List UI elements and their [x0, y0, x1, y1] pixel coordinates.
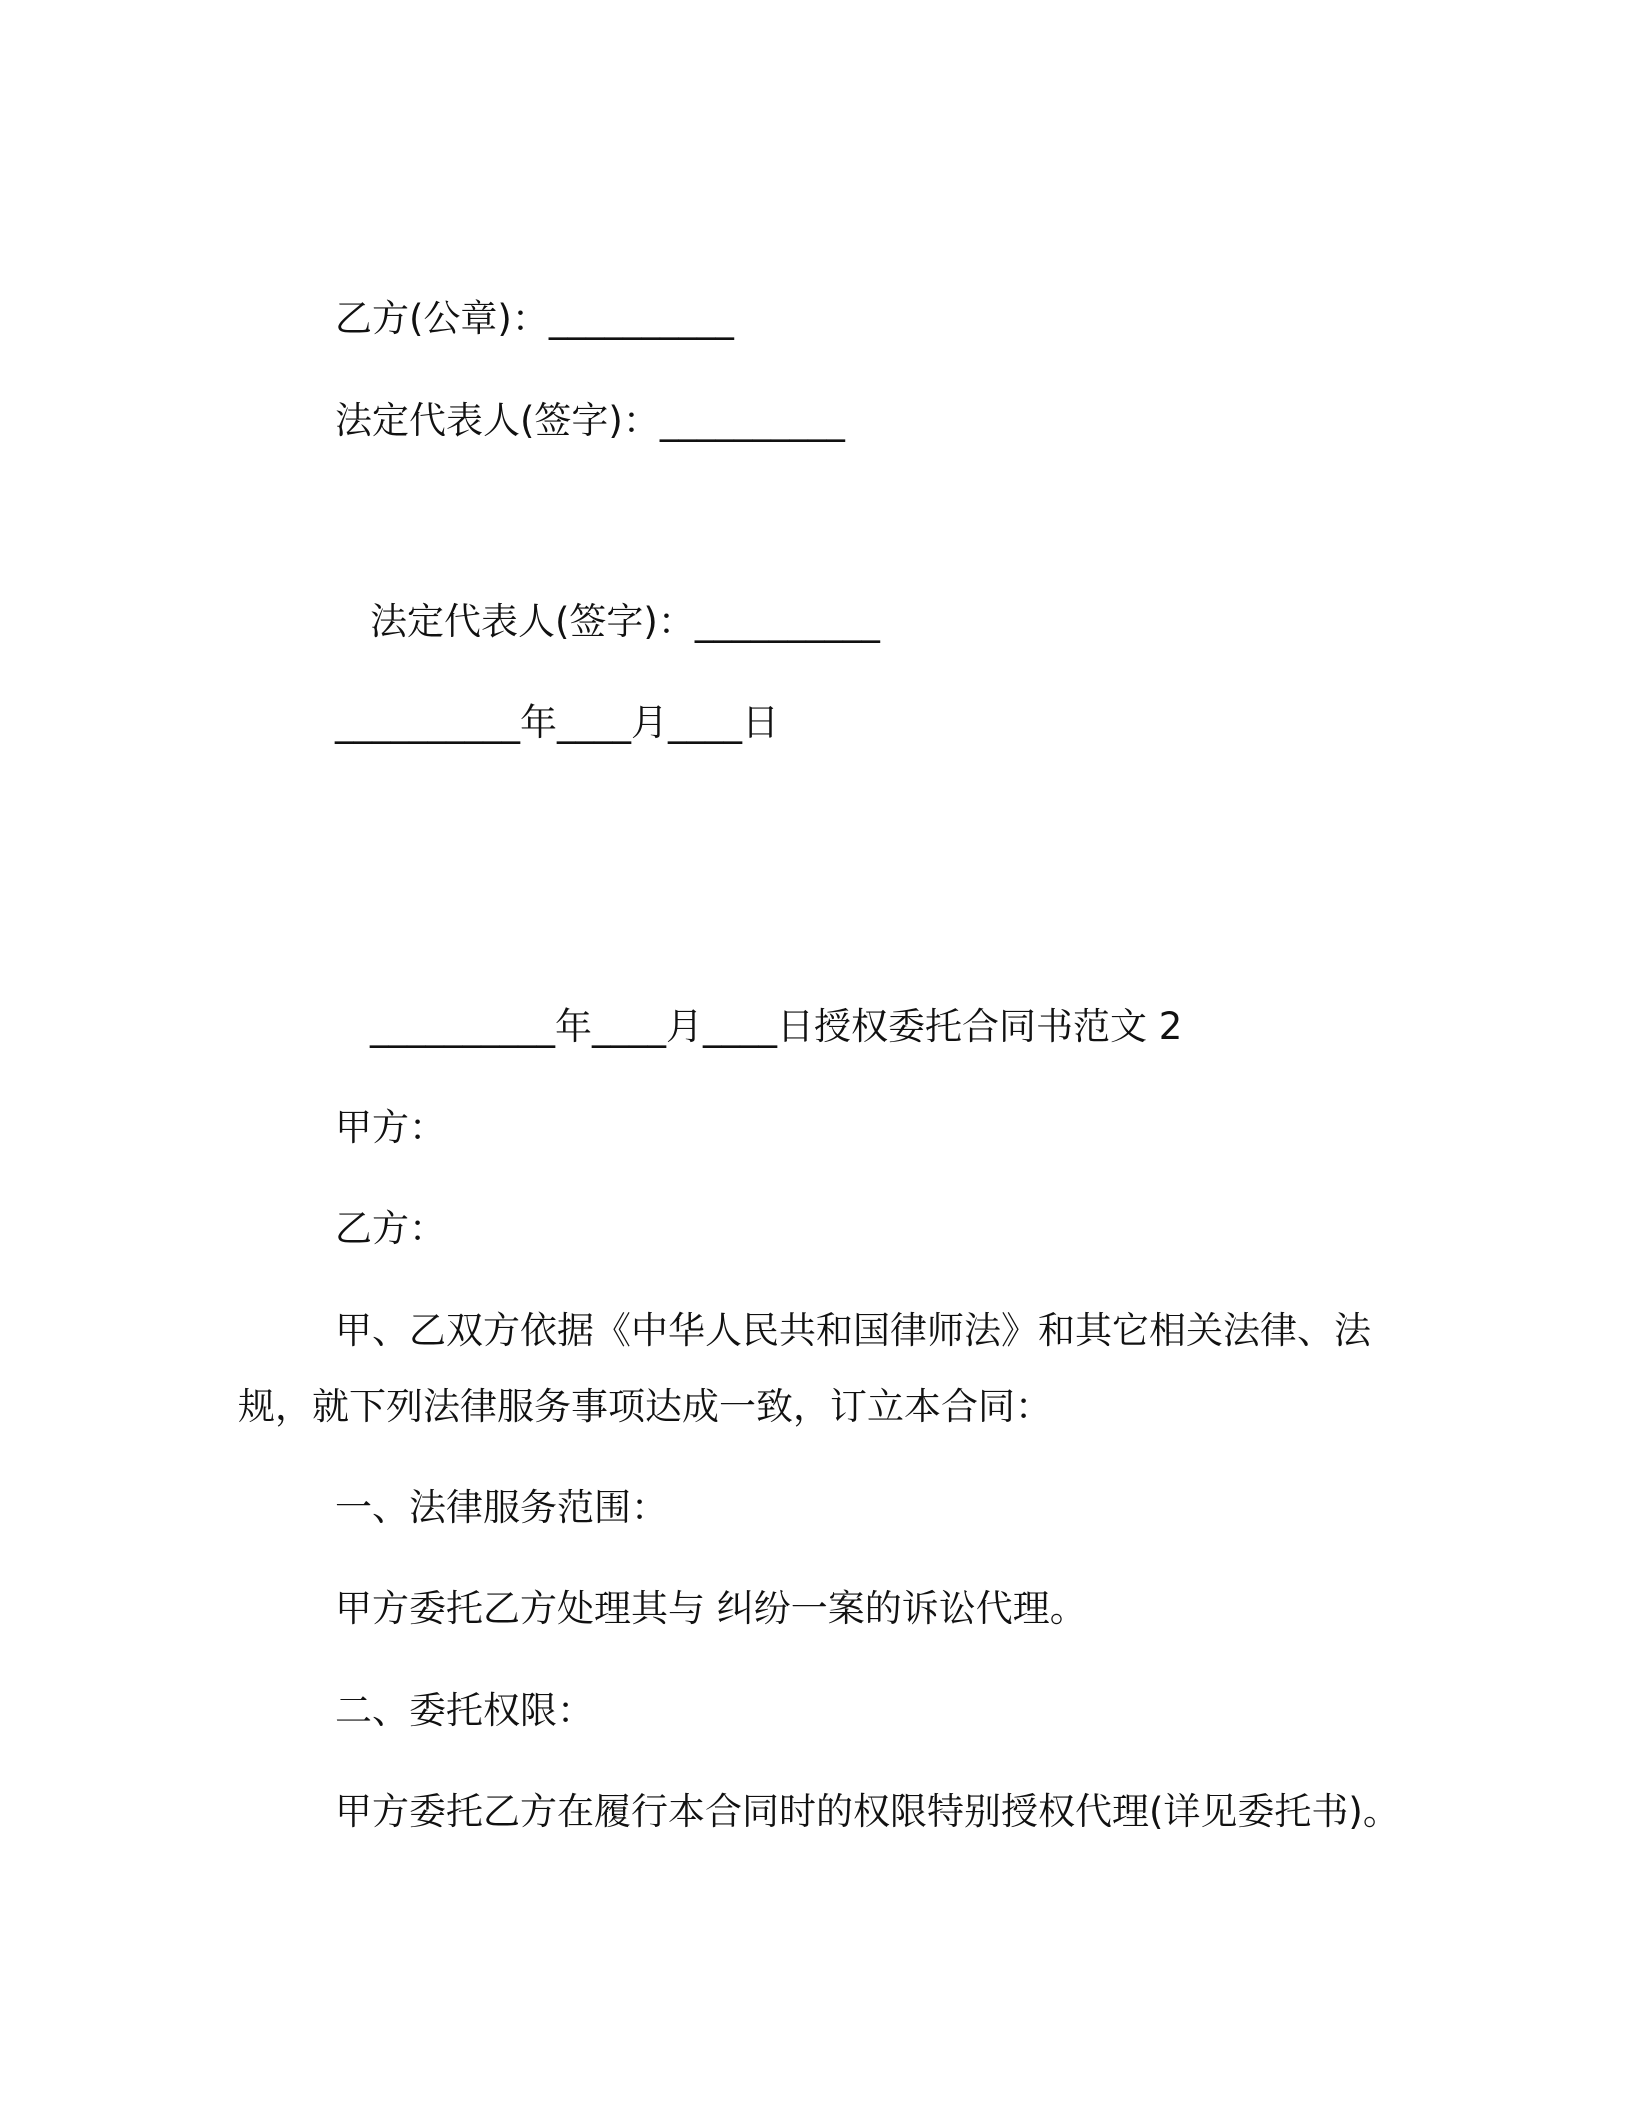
preamble-paragraph-line-1: 甲、乙双方依据《中华人民共和国律师法》和其它相关法律、法: [335, 1309, 1371, 1352]
legal-representative-signature-line: 法定代表人(签字)：__________: [335, 399, 845, 442]
party-b-label: 乙方：: [335, 1207, 446, 1250]
preamble-paragraph-line-2: 规，就下列法律服务事项达成一致，订立本合同：: [238, 1385, 1052, 1428]
section-2-body: 甲方委托乙方在履行本合同时的权限特别授权代理(详见委托书)。: [335, 1790, 1400, 1833]
signature-date-line: __________年____月____日: [335, 701, 779, 744]
section-2-heading: 二、委托权限：: [335, 1689, 594, 1732]
party-a-label: 甲方：: [335, 1106, 446, 1149]
section-1-body: 甲方委托乙方处理其与 纠纷一案的诉讼代理。: [335, 1587, 1087, 1630]
contract-title: __________年____月____日授权委托合同书范文 2: [370, 1005, 1183, 1048]
section-1-heading: 一、法律服务范围：: [335, 1486, 668, 1529]
party-b-seal-line: 乙方(公章)：__________: [335, 297, 734, 340]
legal-representative-signature-line-2: 法定代表人(签字)：__________: [370, 600, 880, 643]
